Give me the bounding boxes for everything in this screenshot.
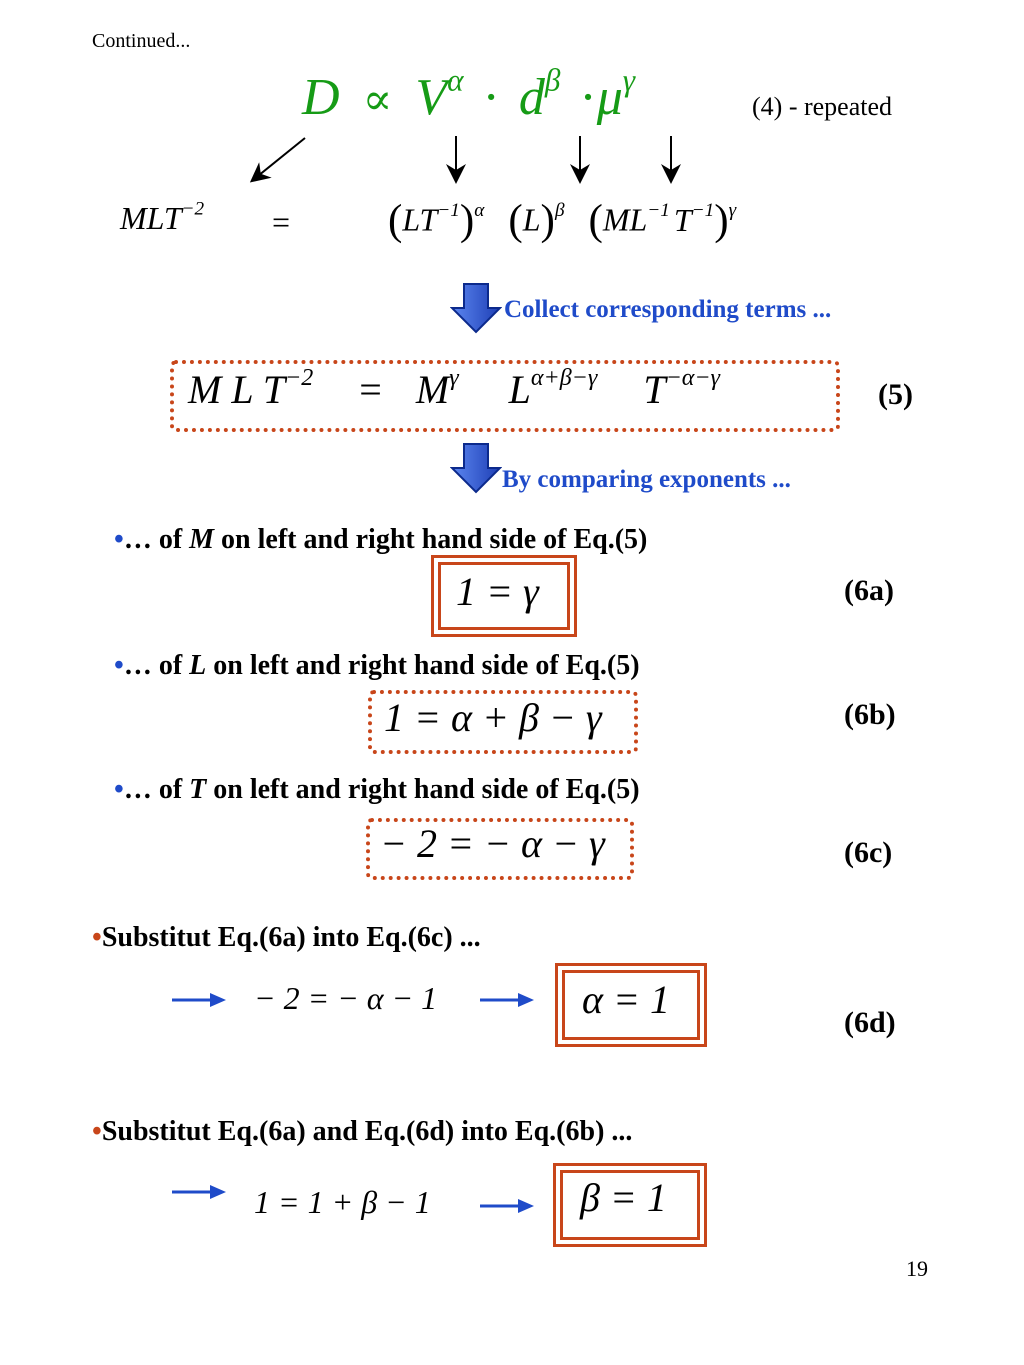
equation-6c: − 2 = − α − γ xyxy=(380,821,605,866)
equation-5-tag: (5) xyxy=(878,378,913,411)
eq5-M: M xyxy=(415,367,450,412)
eq4-dot1: · xyxy=(482,69,500,126)
eq5-M-exp: γ xyxy=(449,365,459,391)
dim-t1-inner-exp: −1 xyxy=(437,200,460,222)
substitution-1-text xyxy=(92,922,481,954)
bullet-mark: • xyxy=(92,922,102,953)
arrow-right-icon xyxy=(478,990,538,1010)
eq4-alpha: α xyxy=(447,62,464,98)
bullet-mark: • xyxy=(114,524,124,555)
bullet-m-post: on left and right hand side of Eq.(5) xyxy=(214,524,648,555)
substitution-2-label: Substitut Eq.(6a) and Eq.(6d) into Eq.(6b) ... xyxy=(101,1116,633,1147)
dim-t1: LT xyxy=(402,201,438,238)
equation-4-tag: (4) - repeated xyxy=(752,92,893,121)
bullet-mark: • xyxy=(92,1116,102,1147)
bullet-mark: • xyxy=(114,650,124,681)
equation-6b: 1 = α + β − γ xyxy=(384,695,602,740)
dim-equals: = xyxy=(272,204,291,240)
bullet-l-pre: … of xyxy=(123,650,190,681)
bullet-mark: • xyxy=(114,774,124,805)
arrow-right-icon xyxy=(170,990,230,1010)
equation-6a: 1 = γ xyxy=(456,569,539,614)
eq4-V: V xyxy=(415,69,448,126)
dim-lhs: MLT xyxy=(120,200,182,236)
eq5-L: L xyxy=(508,367,531,412)
substitution-1-work: − 2 = − α − 1 xyxy=(254,980,438,1016)
dimensional-equation xyxy=(120,200,204,237)
equation-beta-result: β = 1 xyxy=(580,1175,667,1220)
arrow-right-icon xyxy=(478,1196,538,1216)
equation-5 xyxy=(188,366,720,413)
bullet-l xyxy=(114,650,640,682)
page-number: 19 xyxy=(906,1256,928,1281)
bullet-t-var: T xyxy=(189,774,207,805)
arrow-right-icon xyxy=(170,1182,230,1202)
step-compare-exponents: By comparing exponents ... xyxy=(502,466,791,493)
equation-6b-tag: (6b) xyxy=(844,698,896,731)
down-arrow-icon xyxy=(450,282,502,334)
dim-t3-outer-exp: γ xyxy=(728,200,737,222)
eq5-lhs: M L T xyxy=(188,367,286,412)
arrow-D xyxy=(253,138,305,180)
bullet-l-post: on left and right hand side of Eq.(5) xyxy=(206,650,640,681)
eq4-d: d xyxy=(518,69,545,126)
eq5-L-exp: α+β−γ xyxy=(530,365,598,391)
continued-label: Continued... xyxy=(92,30,191,52)
eq4-gamma: γ xyxy=(622,62,636,98)
substitution-2-text xyxy=(92,1116,632,1148)
bullet-m xyxy=(114,524,647,556)
eq5-T: T xyxy=(643,367,666,412)
substitution-1-label: Substitut Eq.(6a) into Eq.(6c) ... xyxy=(101,922,481,953)
dim-t3-ml: ML xyxy=(602,201,648,238)
bullet-t-post: on left and right hand side of Eq.(5) xyxy=(206,774,640,805)
bullet-t-pre: … of xyxy=(123,774,190,805)
equation-6c-tag: (6c) xyxy=(844,836,893,869)
bullet-l-var: L xyxy=(189,650,207,681)
bullet-m-pre: … of xyxy=(123,524,190,555)
equation-4 xyxy=(302,62,636,126)
eq4-beta: β xyxy=(544,62,561,98)
eq4-dot2: · xyxy=(579,69,597,126)
eq4-D: D xyxy=(302,69,340,126)
equation-6d-tag: (6d) xyxy=(844,1006,896,1039)
equation-6d: α = 1 xyxy=(582,977,670,1022)
eq5-lhs-exp: −2 xyxy=(285,365,314,391)
dim-t2: L xyxy=(522,201,541,238)
step-collect-terms: Collect corresponding terms ... xyxy=(504,296,832,323)
down-arrow-icon xyxy=(450,442,502,494)
eq4-mu: μ xyxy=(596,69,623,126)
eq4-prop: ∝ xyxy=(362,75,393,124)
dim-t3-ml-exp: −1 xyxy=(647,200,670,222)
bullet-m-var: M xyxy=(189,524,215,555)
eq5-T-exp: −α−γ xyxy=(665,365,721,391)
dim-t1-outer-exp: α xyxy=(474,200,485,222)
dim-t2-outer-exp: β xyxy=(554,200,565,222)
dim-lhs-exp: −2 xyxy=(181,198,205,220)
dim-rhs: $(LT^{-1})^\alpha$ $(L)^\beta$ ($ML^{-1}$ $T^{-1})^\gamma$ xyxy=(388,197,737,244)
substitution-2-work: 1 = 1 + β − 1 xyxy=(254,1184,431,1220)
bullet-t xyxy=(114,774,640,806)
eq5-equals: = xyxy=(359,367,382,412)
dim-t3-t: T xyxy=(673,201,692,238)
dim-t3-t-exp: −1 xyxy=(691,200,715,222)
equation-6a-tag: (6a) xyxy=(844,574,894,607)
